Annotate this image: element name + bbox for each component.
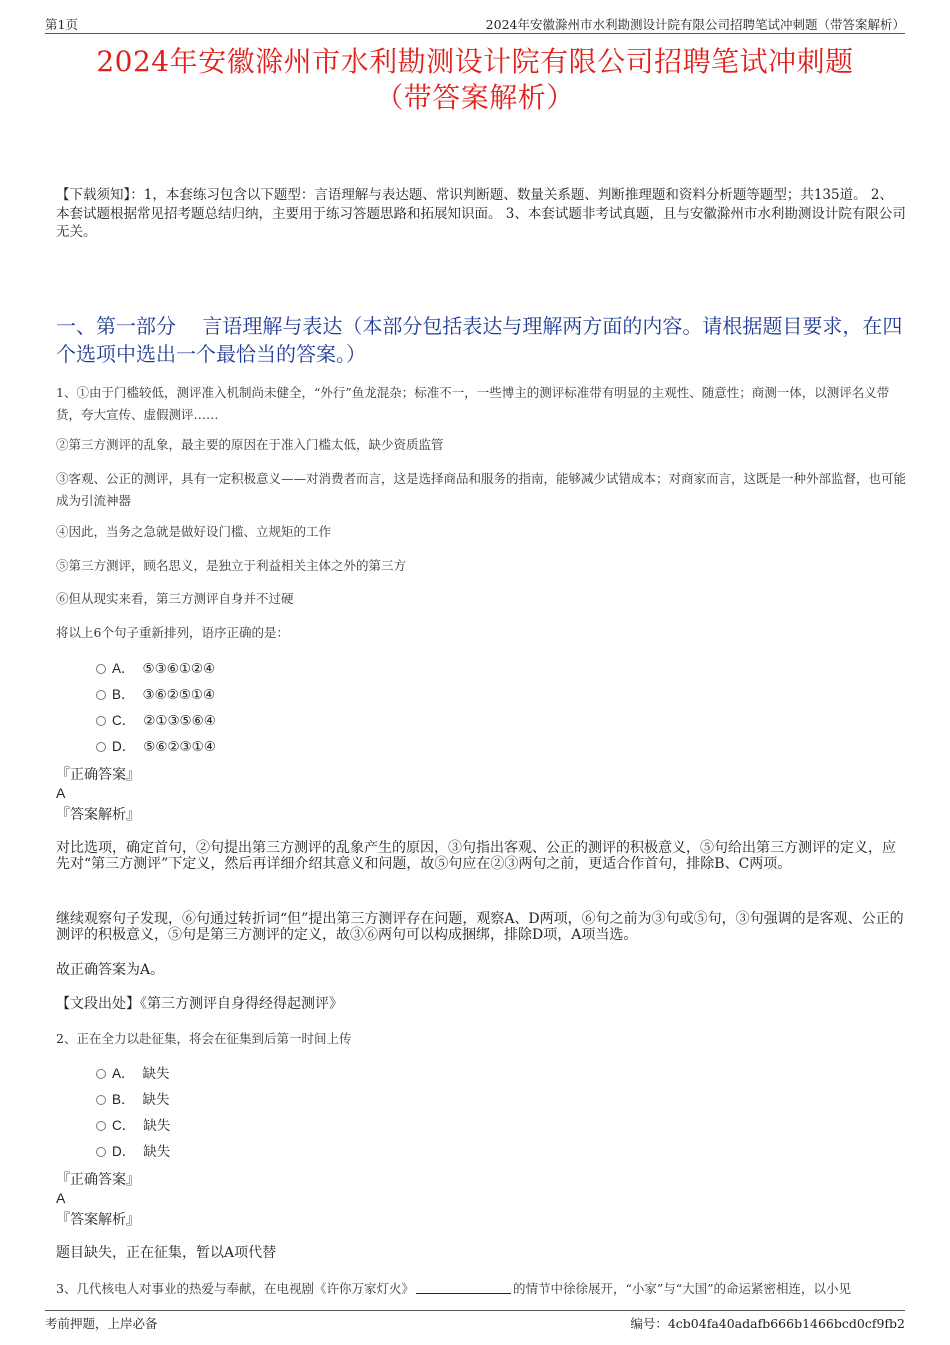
header-divider (45, 33, 905, 34)
footer-serial: 编号：4cb04fa40adafb666b1466bcd0cf9fb2 (630, 1316, 905, 1331)
running-header-title: 2024年安徽滁州市水利勘测设计院有限公司招聘笔试冲刺题（带答案解析） (485, 17, 905, 32)
radio-icon[interactable] (96, 664, 106, 674)
q3-blank (416, 1281, 511, 1294)
q1-option-b[interactable]: B． ③⑥②⑤①④ (96, 685, 215, 705)
section-heading: 一、第一部分 言语理解与表达（本部分包括表达与理解两方面的内容。请根据题目要求，在四个选项中选出一个最恰当的答案。） (56, 314, 903, 366)
q2-option-c[interactable]: C． 缺失 (96, 1116, 170, 1136)
footer-slogan: 考前押题，上岸必备 (45, 1316, 158, 1331)
q2-analysis: 题目缺失，正在征集，暂以A项代替 (56, 1245, 277, 1261)
footer-divider (45, 1310, 905, 1311)
q1-conclusion: 故正确答案为A。 (56, 962, 165, 978)
q1-answer: A (56, 785, 66, 801)
q1-prompt: 将以上6个句子重新排列，语序正确的是： (56, 625, 289, 640)
page-subtitle: （带答案解析） (375, 81, 575, 114)
q2-option-b[interactable]: B． 缺失 (96, 1090, 170, 1110)
q1-sentence-2: ②第三方测评的乱象，最主要的原因在于准入门槛太低，缺少资质监管 (56, 437, 444, 452)
page-number: 第1页 (45, 17, 78, 32)
q1-sentence-5: ⑤第三方测评，顾名思义，是独立于利益相关主体之外的第三方 (56, 558, 407, 573)
radio-icon[interactable] (96, 1069, 106, 1079)
q1-analysis-label: 『答案解析』 (56, 807, 140, 823)
radio-icon[interactable] (96, 1121, 106, 1131)
radio-icon[interactable] (96, 742, 106, 752)
download-notice: 【下载须知】：1，本套练习包含以下题型：言语理解与表达题、常识判断题、数量关系题、判断推理题和资料分析题等题型；共135道。 2、本套试题根据常见招考题总结归纳，主要用于练习答题思路和拓展知识面。 3、本套试题非考试真题，且与安徽滁州市水利勘测设计院有限公司无关。 (56, 187, 906, 240)
radio-icon[interactable] (96, 1147, 106, 1157)
radio-icon[interactable] (96, 716, 106, 726)
radio-icon[interactable] (96, 1095, 106, 1105)
q2-answer-label: 『正确答案』 (56, 1172, 140, 1188)
q1-analysis-1: 对比选项，确定首句，②句提出第三方测评的乱象产生的原因，③句指出客观、公正的测评的积极意义，⑤句给出第三方测评的定义，应先对“第三方测评”下定义，然后再详细介绍其意义和问题，故⑤句应在②③两句之前，更适合作首句，排除B、C两项。 (56, 840, 896, 872)
q1-analysis-2: 继续观察句子发现，⑥句通过转折词“但”提出第三方测评存在问题，观察A、D两项，⑥句之前为③句或⑤句，③句强调的是客观、公正的测评的积极意义，⑤句是第三方测评的定义，故③⑥两句可以构成捆绑，排除D项，A项当选。 (56, 911, 904, 943)
q1-option-a[interactable]: A． ⑤③⑥①②④ (96, 659, 215, 679)
q3-stem: 3、几代核电人对事业的热爱与奉献，在电视剧《许你万家灯火》 的情节中徐徐展开，“小家”与“大国”的命运紧密相连，以小见 (56, 1281, 852, 1296)
q1-answer-label: 『正确答案』 (56, 767, 140, 783)
page-title: 2024年安徽滁州市水利勘测设计院有限公司招聘笔试冲刺题 (96, 45, 854, 78)
q1-sentence-1: 1、①由于门槛较低，测评准入机制尚未健全，“外行”鱼龙混杂；标准不一，一些博主的测评标准带有明显的主观性、随意性；商测一体，以测评名义带货，夸大宣传、虚假测评…… (56, 385, 890, 422)
q1-option-c[interactable]: C． ②①③⑤⑥④ (96, 711, 216, 731)
q2-answer: A (56, 1190, 66, 1206)
radio-icon[interactable] (96, 690, 106, 700)
q1-sentence-6: ⑥但从现实来看，第三方测评自身并不过硬 (56, 591, 294, 606)
q2-option-d[interactable]: D． 缺失 (96, 1142, 170, 1162)
q2-stem: 2、正在全力以赴征集，将会在征集到后第一时间上传 (56, 1031, 352, 1046)
q2-analysis-label: 『答案解析』 (56, 1212, 140, 1228)
q1-sentence-3: ③客观、公正的测评，具有一定积极意义——对消费者而言，这是选择商品和服务的指南，能够减少试错成本；对商家而言，这既是一种外部监督，也可能成为引流神器 (56, 471, 907, 508)
q1-option-d[interactable]: D． ⑤⑥②③①④ (96, 737, 216, 757)
q2-option-a[interactable]: A． 缺失 (96, 1064, 170, 1084)
q1-sentence-4: ④因此，当务之急就是做好设门槛、立规矩的工作 (56, 524, 332, 539)
q1-source: 【文段出处】《第三方测评自身得经得起测评》 (56, 996, 343, 1012)
